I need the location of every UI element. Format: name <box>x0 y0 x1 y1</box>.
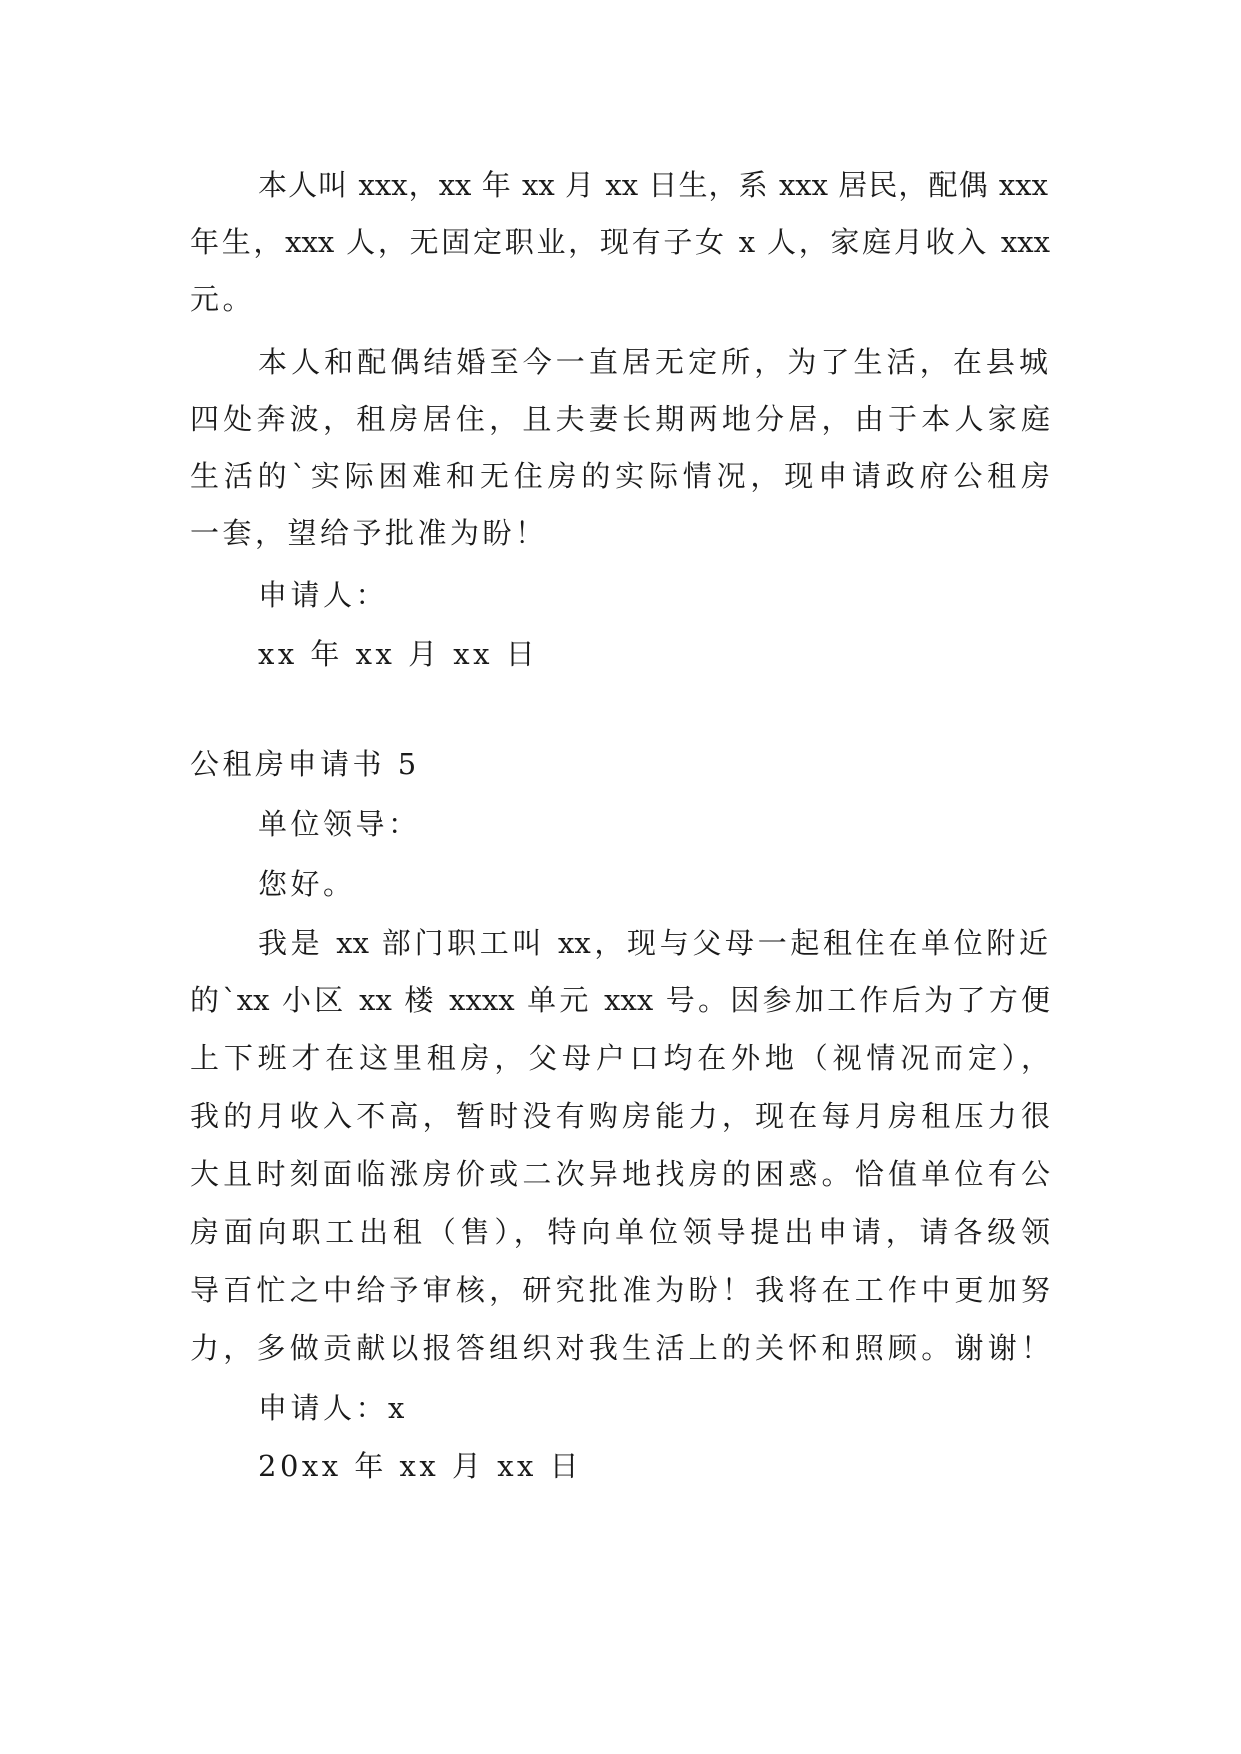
paragraph-line: 导百忙之中给予审核，研究批准为盼！我将在工作中更加努 <box>190 1273 1050 1307</box>
application-date: 20xx 年 xx 月 xx 日 <box>258 1449 583 1483</box>
paragraph-line: 上下班才在这里租房，父母户口均在外地（视情况而定）， <box>190 1041 1050 1075</box>
applicant-label: 申请人： <box>258 578 389 612</box>
paragraph-line: 四处奔波，租房居住，且夫妻长期两地分居，由于本人家庭 <box>190 402 1050 436</box>
greeting: 您好。 <box>258 867 356 901</box>
paragraph-line: 生活的`实际困难和无住房的实际情况，现申请政府公租房 <box>190 459 1050 493</box>
paragraph-line: 房面向职工出租（售），特向单位领导提出申请，请各级领 <box>190 1215 1050 1249</box>
salutation: 单位领导： <box>258 807 421 841</box>
paragraph-line: 我是 xx 部门职工叫 xx，现与父母一起租住在单位附近 <box>258 926 1048 960</box>
paragraph-line: 力，多做贡献以报答组织对我生活上的关怀和照顾。谢谢！ <box>190 1331 1050 1365</box>
paragraph-line: 的`xx 小区 xx 楼 xxxx 单元 xxx 号。因参加工作后为了方便 <box>190 983 1050 1017</box>
paragraph-line: 本人和配偶结婚至今一直居无定所，为了生活，在县城 <box>258 345 1048 379</box>
paragraph-line: 我的月收入不高，暂时没有购房能力，现在每月房租压力很 <box>190 1099 1050 1133</box>
paragraph-line: 本人叫 xxx，xx 年 xx 月 xx 日生，系 xxx 居民，配偶 xxx <box>258 168 1048 202</box>
application-date: xx 年 xx 月 xx 日 <box>258 637 539 671</box>
paragraph-line: 大且时刻面临涨房价或二次异地找房的困惑。恰值单位有公 <box>190 1157 1050 1191</box>
applicant-signature: 申请人：x <box>258 1391 408 1425</box>
paragraph-line: 元。 <box>190 282 256 316</box>
section-title: 公租房申请书 5 <box>190 747 420 781</box>
paragraph-line: 一套，望给予批准为盼！ <box>190 516 548 550</box>
paragraph-line: 年生，xxx 人，无固定职业，现有子女 x 人，家庭月收入 xxx <box>190 225 1050 259</box>
